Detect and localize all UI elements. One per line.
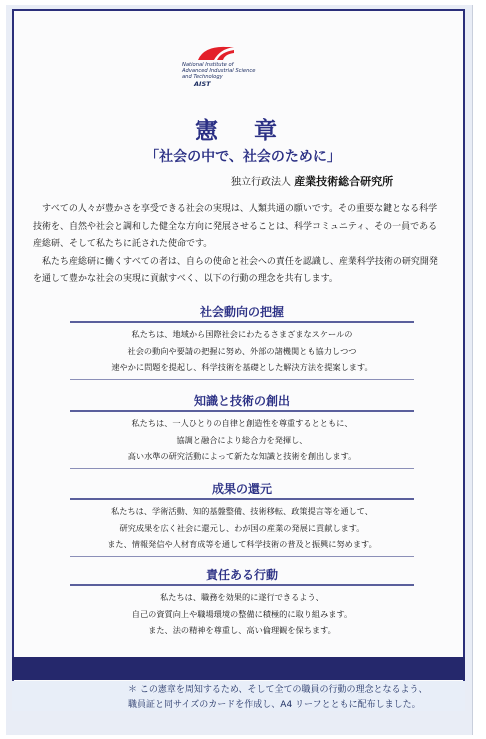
charter-title: 憲 章 [194, 118, 291, 144]
aist-logo-icon [196, 44, 236, 62]
section-line: 速やかに問題を提起し、科学技術を基礎とした解決方法を提案します。 [111, 362, 373, 372]
section-line: 私たちは、一人ひとりの自律と創造性を尊重するとともに、 [131, 418, 353, 428]
section-body [62, 589, 422, 639]
section-line: 協調と融合により総合力を発揮し、 [176, 434, 308, 445]
footnote-line: ＊ この憲章を周知するため、そして全ての職員の行動の理念となるよう、 [128, 685, 428, 695]
footnote [128, 683, 428, 713]
section-line: 私たちは、地域から国際社会にわたるさまざまなスケールの [131, 329, 353, 339]
section-divider [70, 584, 414, 586]
section-returning-results [62, 480, 422, 557]
logo-line: National Institute of [182, 62, 234, 68]
intro-paragraph: 私たち産総研に働くすべての者は、自らの使命と社会への責任を認識し、産業科学技術の研究開発を通して豊かな社会の実現に貢献すべく、以下の行動の理念を共有します。 [33, 256, 438, 284]
section-line: 私たちは、職務を効果的に遂行できるよう、 [160, 592, 324, 602]
section-divider [70, 410, 414, 412]
logo-line: Advanced Industrial Science [182, 68, 256, 74]
footer-band [12, 657, 465, 680]
intro-paragraph: すべての人々が豊かさを享受できる社会の実現は、人類共通の願いです。その重要な鍵となる科学技術を、自然や社会と調和した健全な方向に発展させることは、科学コミュニティ、その一員である産総研、そして私たちに託された使命です。 [33, 204, 438, 249]
aist-logo [182, 44, 270, 88]
section-social-trends [62, 303, 422, 380]
section-body [62, 415, 422, 465]
section-line: 自己の資質向上や職場環境の整備に積極的に取り組みます。 [131, 608, 353, 619]
section-responsible-action [62, 566, 422, 639]
section-divider [70, 556, 414, 557]
section-line: 社会の動向や要請の把握に努め、外部の諸機関とも協力しつつ [127, 345, 357, 356]
section-body [62, 503, 422, 553]
section-line: また、情報発信や人材育成等を通して科学技術の普及と振興に努めます。 [107, 539, 377, 549]
section-line: また、法の精神を尊重し、高い倫理観を保ちます。 [148, 625, 336, 635]
charter-subtitle: 「社会の中で、社会のために」 [145, 149, 341, 165]
section-divider [70, 379, 414, 380]
footnote-line: 職員証と同サイズのカードを作成し、A4 リーフとともに配布しました。 [128, 700, 421, 710]
section-divider [70, 321, 414, 323]
section-line: 高い水準の研究活動によって新たな知識と技術を創出します。 [127, 451, 357, 461]
section-line: 研究成果を広く社会に還元し、わが国の産業の発展に貢献します。 [119, 522, 365, 533]
section-line: 私たちは、学術活動、知的基盤整備、技術移転、政策提言等を通して、 [111, 506, 373, 516]
section-divider [70, 468, 414, 469]
logo-abbreviation: AIST [194, 80, 211, 88]
logo-line: and Technology [182, 74, 223, 80]
organization-name [231, 173, 393, 189]
section-title: 社会動向の把握 [199, 305, 284, 319]
section-title: 成果の還元 [211, 482, 272, 496]
section-divider [70, 498, 414, 500]
section-knowledge-creation [62, 392, 422, 469]
section-title: 知識と技術の創出 [193, 394, 290, 408]
organization-prefix: 独立行政法人 [231, 177, 295, 188]
section-body [62, 326, 422, 376]
intro-text [33, 201, 445, 289]
organization-title: 産業技術総合研究所 [294, 175, 394, 188]
section-title: 責任ある行動 [205, 568, 278, 582]
